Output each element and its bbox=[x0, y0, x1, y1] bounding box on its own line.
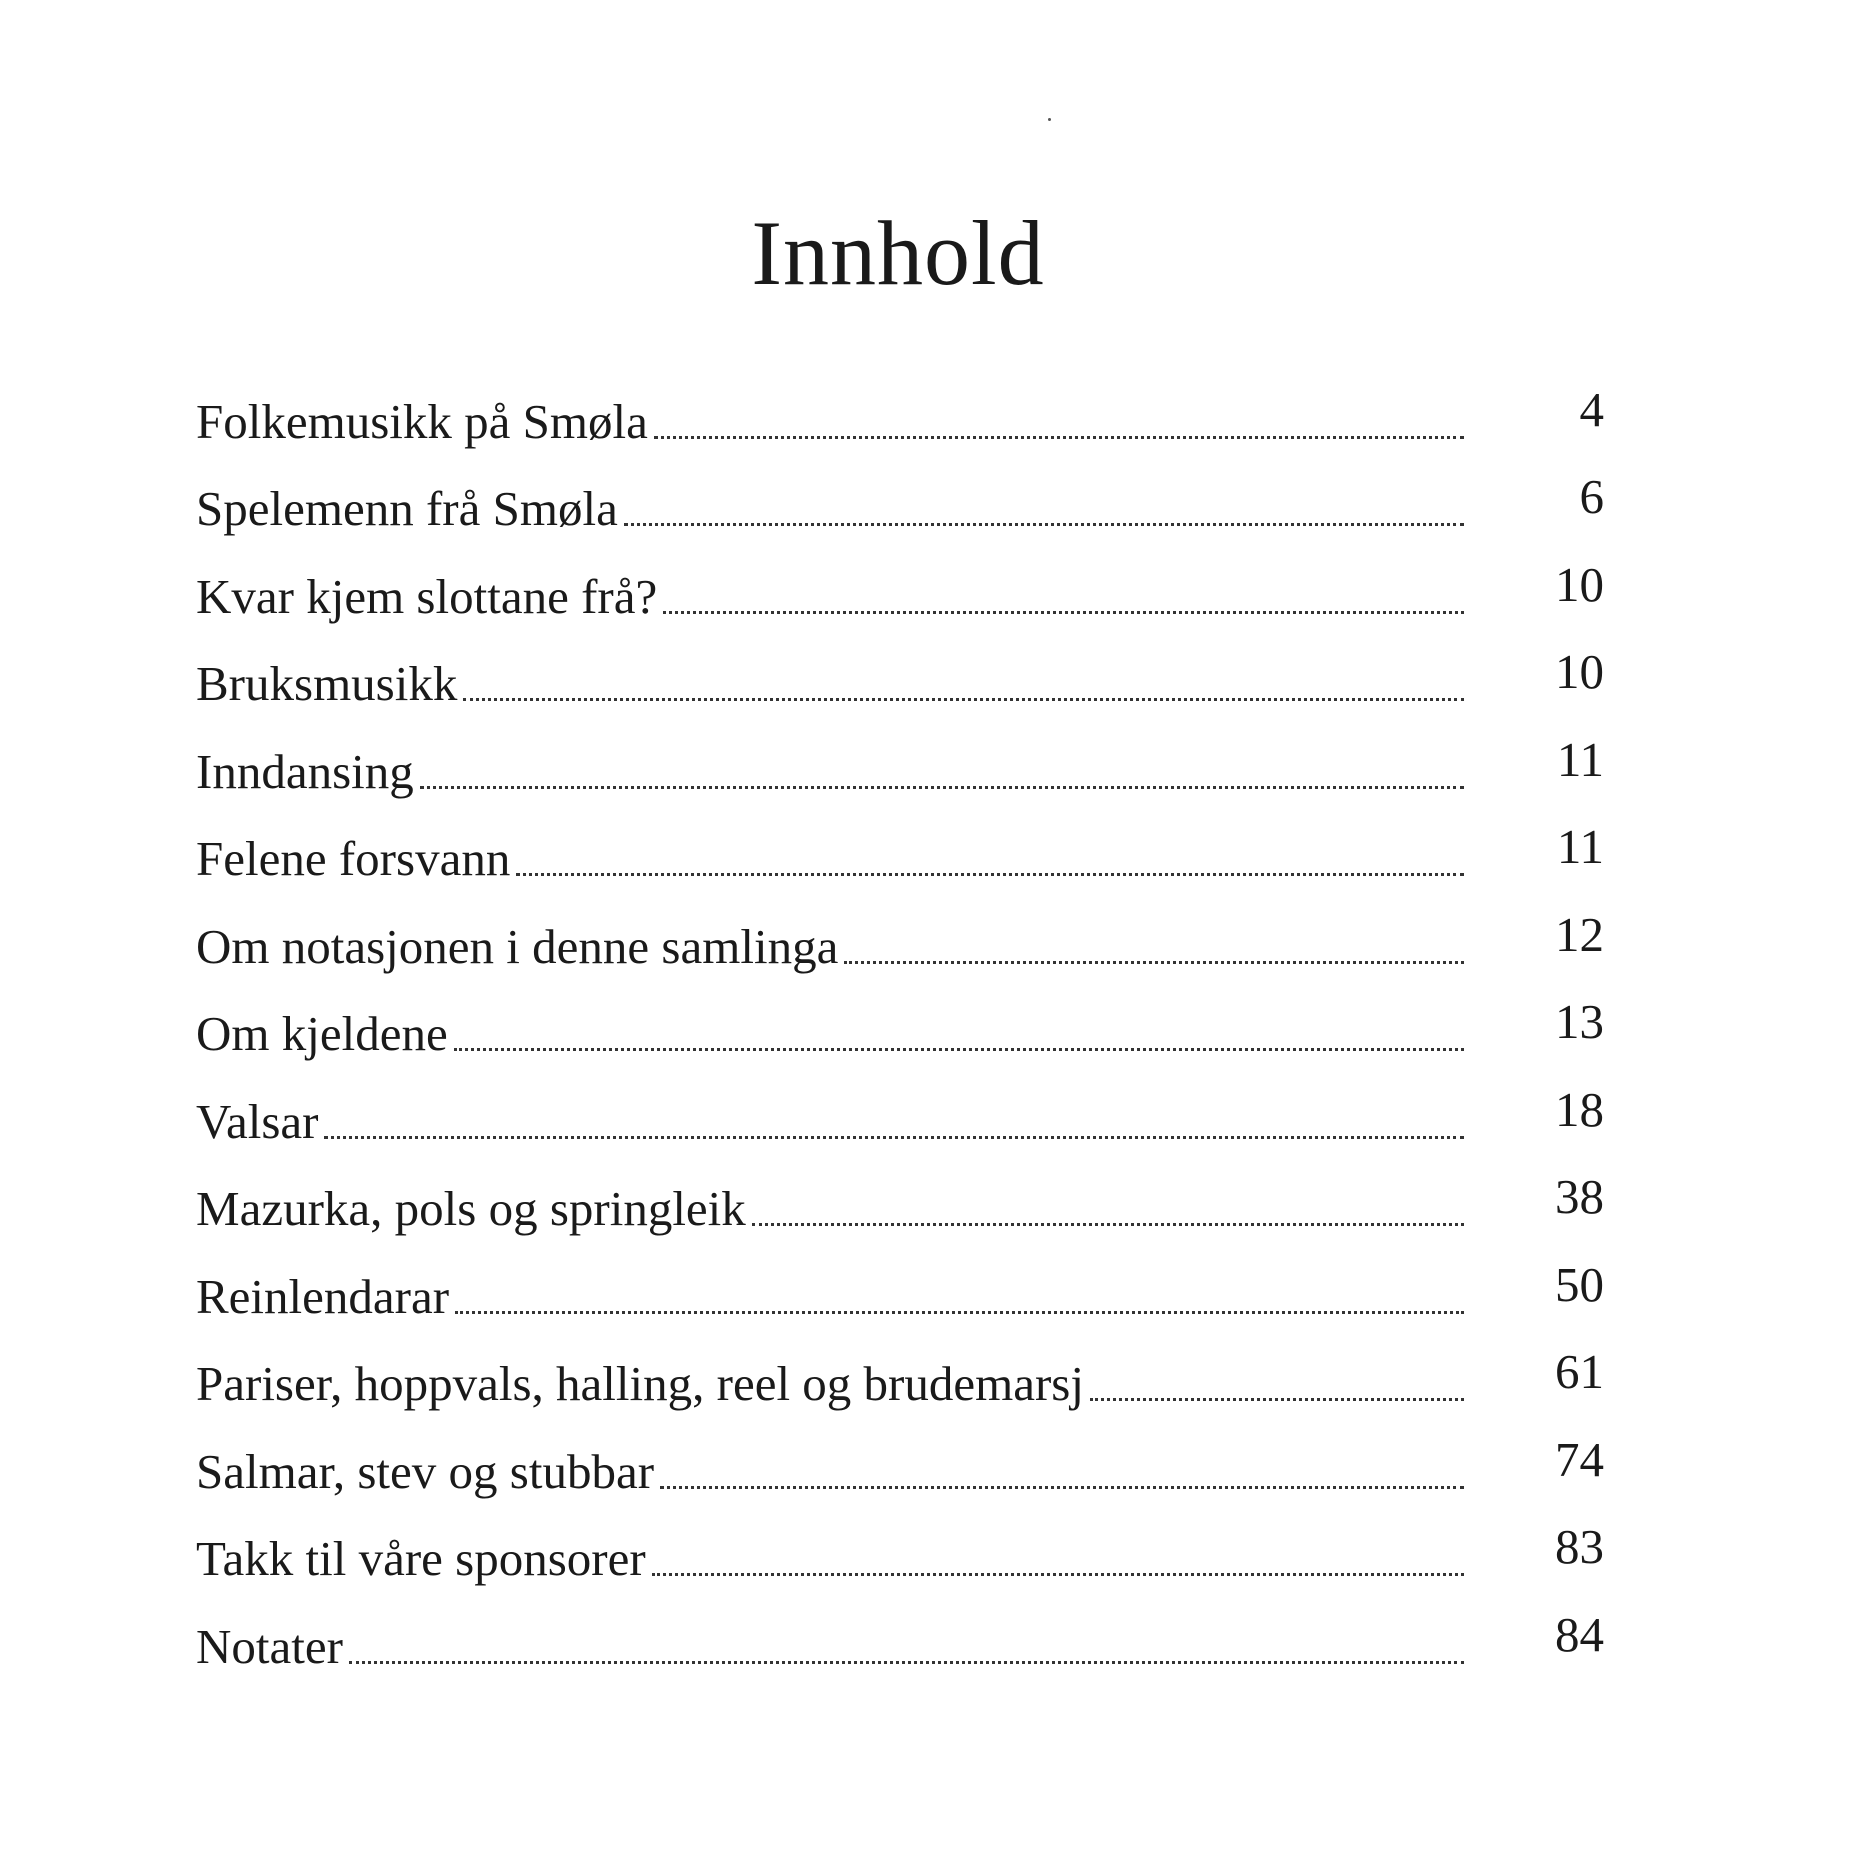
table-of-contents bbox=[196, 364, 1604, 1677]
toc-entry-page: 38 bbox=[1555, 1169, 1604, 1224]
toc-entry-label: Bruksmusikk bbox=[196, 654, 463, 714]
toc-entry-label: Valsar bbox=[196, 1092, 324, 1152]
toc-entry-label: Salmar, stev og stubbar bbox=[196, 1442, 660, 1502]
toc-entry[interactable] bbox=[196, 1327, 1604, 1415]
toc-entry-label: Pariser, hoppvals, halling, reel og brudemarsj bbox=[196, 1354, 1090, 1414]
dot-leader bbox=[624, 522, 1464, 526]
toc-entry-label: Takk til våre sponsorer bbox=[196, 1529, 652, 1589]
toc-entry-page: 61 bbox=[1555, 1344, 1604, 1399]
dot-leader bbox=[752, 1222, 1464, 1226]
toc-entry-page: 84 bbox=[1555, 1606, 1604, 1662]
toc-entry-label: Reinlendarar bbox=[196, 1267, 455, 1327]
toc-entry[interactable] bbox=[196, 1064, 1604, 1152]
toc-entry-page: 18 bbox=[1555, 1081, 1604, 1137]
dot-leader bbox=[463, 697, 1464, 701]
toc-entry-page: 10 bbox=[1555, 644, 1604, 699]
toc-entry-page: 83 bbox=[1555, 1519, 1604, 1574]
toc-entry-label: Om kjeldene bbox=[196, 1004, 454, 1064]
dot-leader bbox=[454, 1047, 1464, 1051]
toc-entry[interactable] bbox=[196, 1152, 1604, 1240]
dot-leader bbox=[455, 1310, 1464, 1314]
toc-entry[interactable] bbox=[196, 714, 1604, 802]
dot-leader bbox=[516, 872, 1464, 876]
toc-entry-page: 11 bbox=[1556, 819, 1604, 874]
toc-entry-label: Notater bbox=[196, 1617, 349, 1677]
dot-leader bbox=[324, 1135, 1464, 1139]
toc-entry-label: Kvar kjem slottane frå? bbox=[196, 567, 663, 627]
toc-entry[interactable] bbox=[196, 539, 1604, 627]
toc-entry-page: 74 bbox=[1555, 1431, 1604, 1487]
toc-entry-page: 11 bbox=[1556, 731, 1604, 787]
toc-entry[interactable] bbox=[196, 1589, 1604, 1677]
toc-entry[interactable] bbox=[196, 627, 1604, 715]
dot-leader bbox=[349, 1660, 1464, 1664]
toc-entry-label: Inndansing bbox=[196, 742, 420, 802]
toc-entry[interactable] bbox=[196, 977, 1604, 1065]
toc-entry[interactable] bbox=[196, 364, 1604, 452]
toc-entry-label: Felene forsvann bbox=[196, 829, 516, 889]
toc-entry[interactable] bbox=[196, 1502, 1604, 1590]
dot-leader bbox=[660, 1485, 1464, 1489]
toc-entry-label: Mazurka, pols og springleik bbox=[196, 1179, 752, 1239]
toc-entry[interactable] bbox=[196, 802, 1604, 890]
toc-entry[interactable] bbox=[196, 889, 1604, 977]
toc-entry-page: 10 bbox=[1555, 556, 1604, 612]
toc-entry[interactable] bbox=[196, 1414, 1604, 1502]
toc-entry-page: 13 bbox=[1555, 994, 1604, 1049]
page-title: Innhold bbox=[751, 202, 1045, 304]
toc-entry[interactable] bbox=[196, 1239, 1604, 1327]
dot-leader bbox=[652, 1572, 1464, 1576]
toc-entry-label: Spelemenn frå Smøla bbox=[196, 479, 624, 539]
toc-entry-page: 50 bbox=[1555, 1256, 1604, 1312]
dot-leader bbox=[654, 435, 1464, 439]
dot-leader bbox=[1090, 1397, 1464, 1401]
print-speck bbox=[1048, 118, 1051, 121]
toc-entry-page: 12 bbox=[1555, 906, 1604, 962]
dot-leader bbox=[420, 785, 1464, 789]
toc-entry-page: 6 bbox=[1579, 469, 1604, 524]
toc-entry-label: Folkemusikk på Smøla bbox=[196, 392, 654, 452]
dot-leader bbox=[663, 610, 1464, 614]
toc-entry-page: 4 bbox=[1579, 381, 1604, 437]
dot-leader bbox=[844, 960, 1464, 964]
toc-entry[interactable] bbox=[196, 452, 1604, 540]
toc-entry-label: Om notasjonen i denne samlinga bbox=[196, 917, 844, 977]
